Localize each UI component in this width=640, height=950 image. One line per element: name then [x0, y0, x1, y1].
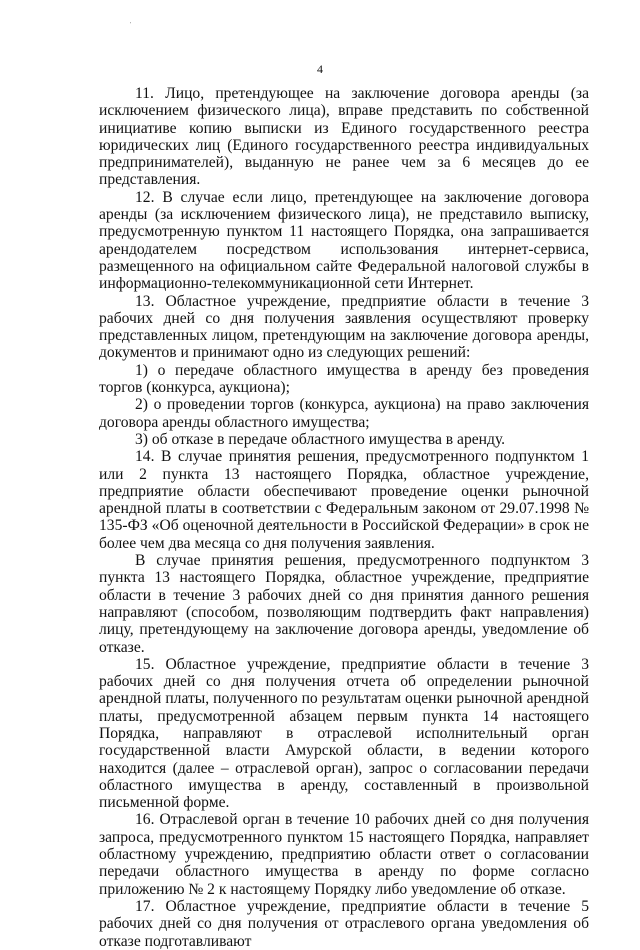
paragraph-item-16: 16. Отраслевой орган в течение 10 рабочих дней со дня получения запроса, предусмотренного пунктом 15 настоящего Порядка, направляет областному учреждению, предприятию области ответ о согласовании передачи областного имущества в аренду по форме согласно приложению № 2 к настоящему Порядку либо уведомление об отказе.	[99, 811, 589, 898]
paragraph-item-12: 12. В случае если лицо, претендующее на заключение договора аренды (за исключением физического лица), не представило выписку, предусмотренную пунктом 11 настоящего Порядка, она запрашивается арендодателем посредством использования интернет-сервиса, размещенного на официальном сайте Федеральной налоговой службы в информационно-телекоммуникационной сети Интернет.	[99, 188, 589, 293]
paragraph-subitem-1: 1) о передаче областного имущества в аренду без проведения торгов (конкурса, аукциона);	[99, 361, 589, 397]
document-body	[99, 85, 589, 950]
paragraph-subitem-3: 3) об отказе в передаче областного имущества в аренду.	[135, 430, 506, 448]
page-number: 4	[317, 62, 323, 76]
paragraph-item-14-second: В случае принятия решения, предусмотренного подпунктом 3 пункта 13 настоящего Порядка, областное учреждение, предприятие области в течение 3 рабочих дней со дня принятия данного решения направляют (способом, позволяющим подтвердить факт направления) лицу, претендующему на заключение договора аренды, уведомление об отказе.	[99, 552, 589, 656]
paragraph-subitem-2: 2) о проведении торгов (конкурса, аукциона) на право заключения договора аренды областного имущества;	[99, 396, 589, 431]
paragraph-item-11: 11. Лицо, претендующее на заключение договора аренды (за исключением физического лица), вправе представить по собственной инициативе копию выписки из Единого государственного реестра юридических лиц (Единого государственного реестра индивидуальных предпринимателей), выданную не ранее чем за 6 месяцев до ее представления.	[99, 85, 589, 189]
paragraph-item-13: 13. Областное учреждение, предприятие области в течение 3 рабочих дней со дня получения заявления осуществляют проверку представленных лицом, претендующим на заключение договора аренды, документов и принимают одно из следующих решений:	[99, 292, 589, 362]
scan-mark: '	[130, 22, 132, 28]
paragraph-item-17: 17. Областное учреждение, предприятие области в течение 5 рабочих дней со дня получения от отраслевого органа уведомления об отказе подготавливают	[99, 897, 589, 950]
paragraph-item-14: 14. В случае принятия решения, предусмотренного подпунктом 1 или 2 пункта 13 настоящего Порядка, областное учреждение, предприятие области обеспечивают проведение оценки рыночной арендной платы в соответствии с Федеральным законом от 29.07.1998 № 135-ФЗ «Об оценочной деятельности в Российской Федерации» в срок не более чем два месяца со дня получения заявления.	[99, 448, 589, 552]
paragraph-item-15: 15. Областное учреждение, предприятие области в течение 3 рабочих дней со дня получения отчета об определении рыночной арендной платы, полученного по результатам оценки рыночной арендной платы, предусмотренной абзацем первым пункта 14 настоящего Порядка, направляют в отраслевой исполнительный орган государственной власти Амурской области, в ведении которого находится (далее – отраслевой орган), запрос о согласовании передачи областного имущества в аренду, составленный в произвольной письменной форме.	[99, 655, 589, 812]
